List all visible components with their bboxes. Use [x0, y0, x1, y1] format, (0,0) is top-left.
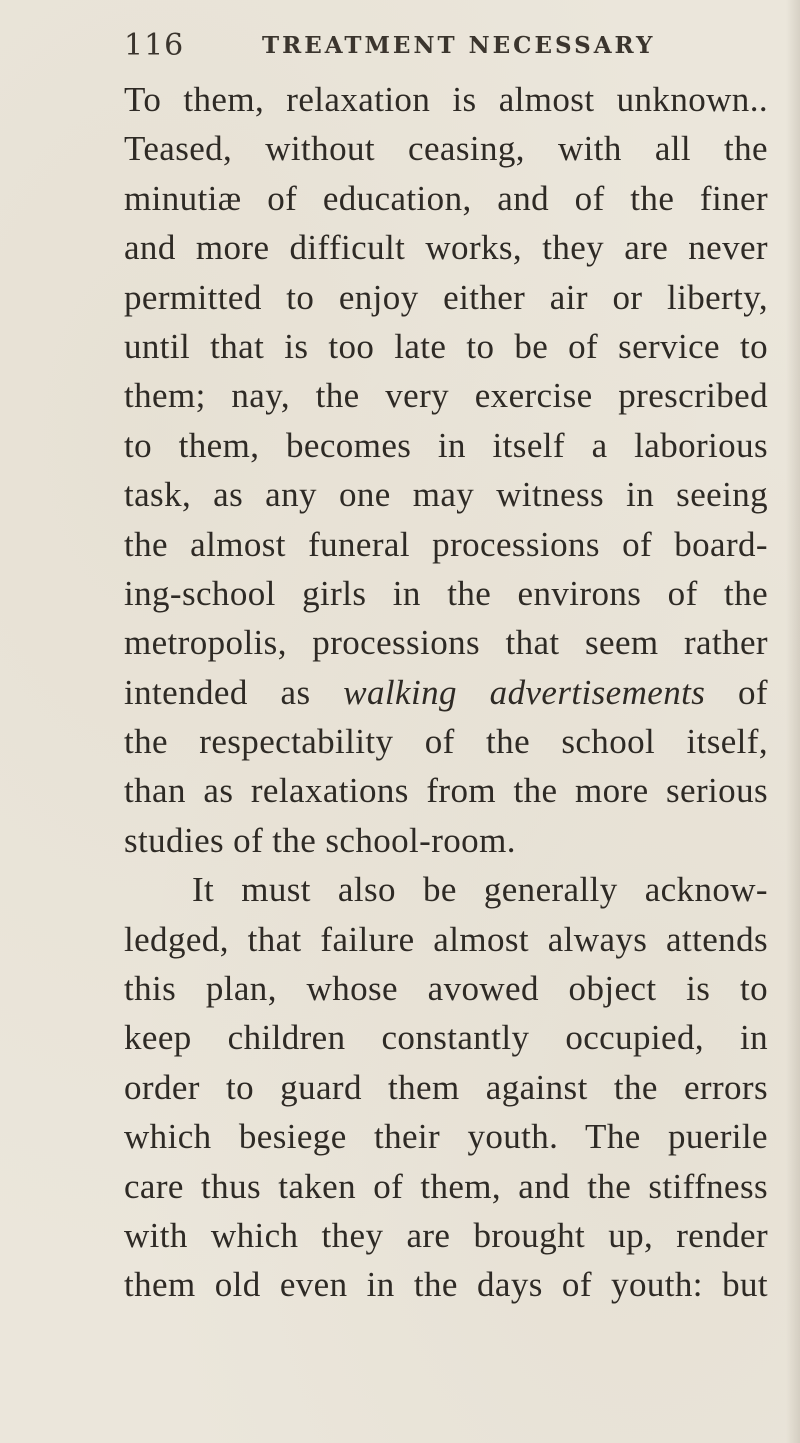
- text-line: ing-school girls in the environs of the: [124, 573, 768, 613]
- text-line: them; nay, the very exercise prescribed: [124, 376, 768, 416]
- line-lead: intended as: [124, 672, 311, 712]
- text-line: order to guard them against the errors: [124, 1067, 768, 1107]
- body-text: [124, 75, 768, 1310]
- text-line: them old even in the days of youth: but: [124, 1265, 768, 1305]
- page-number: 116: [124, 28, 185, 63]
- running-head: [124, 28, 744, 68]
- text-line: To them, relaxation is almost unknown..: [124, 80, 768, 119]
- text-line: this plan, whose avowed object is to: [124, 969, 768, 1009]
- line-tail: of: [738, 672, 768, 712]
- text-line: care thus taken of them, and the stiffness: [124, 1166, 768, 1206]
- text-line: ledged, that failure almost always attends: [124, 919, 768, 959]
- text-line-with-italic: [124, 668, 768, 717]
- page-edge-shadow: [786, 0, 800, 1443]
- running-title: TREATMENT NECESSARY: [262, 32, 656, 59]
- text-line: metropolis, processions that seem rather: [124, 623, 768, 663]
- text-line: task, as any one may witness in seeing: [124, 475, 768, 515]
- paragraph-end-line: studies of the school-room.: [124, 820, 516, 860]
- text-line: than as relaxations from the more serious: [124, 771, 768, 811]
- paragraph-start-line: It must also be generally acknow-: [192, 870, 768, 910]
- text-line: until that is too late to be of service to: [124, 326, 768, 366]
- text-line: permitted to enjoy either air or liberty,: [124, 277, 768, 317]
- text-line: the almost funeral processions of board-: [124, 524, 768, 564]
- text-line: keep children constantly occupied, in: [124, 1018, 768, 1058]
- text-line: and more difficult works, they are never: [124, 228, 768, 268]
- text-line: minutiæ of education, and of the finer: [124, 178, 768, 218]
- text-line: with which they are brought up, render: [124, 1215, 768, 1255]
- text-line: to them, becomes in itself a laborious: [124, 425, 768, 465]
- italic-phrase: walking advertisements: [343, 672, 706, 712]
- text-line: the respectability of the school itself,: [124, 722, 768, 762]
- text-line: Teased, without ceasing, with all the: [124, 129, 768, 169]
- text-line: which besiege their youth. The puerile: [124, 1117, 768, 1157]
